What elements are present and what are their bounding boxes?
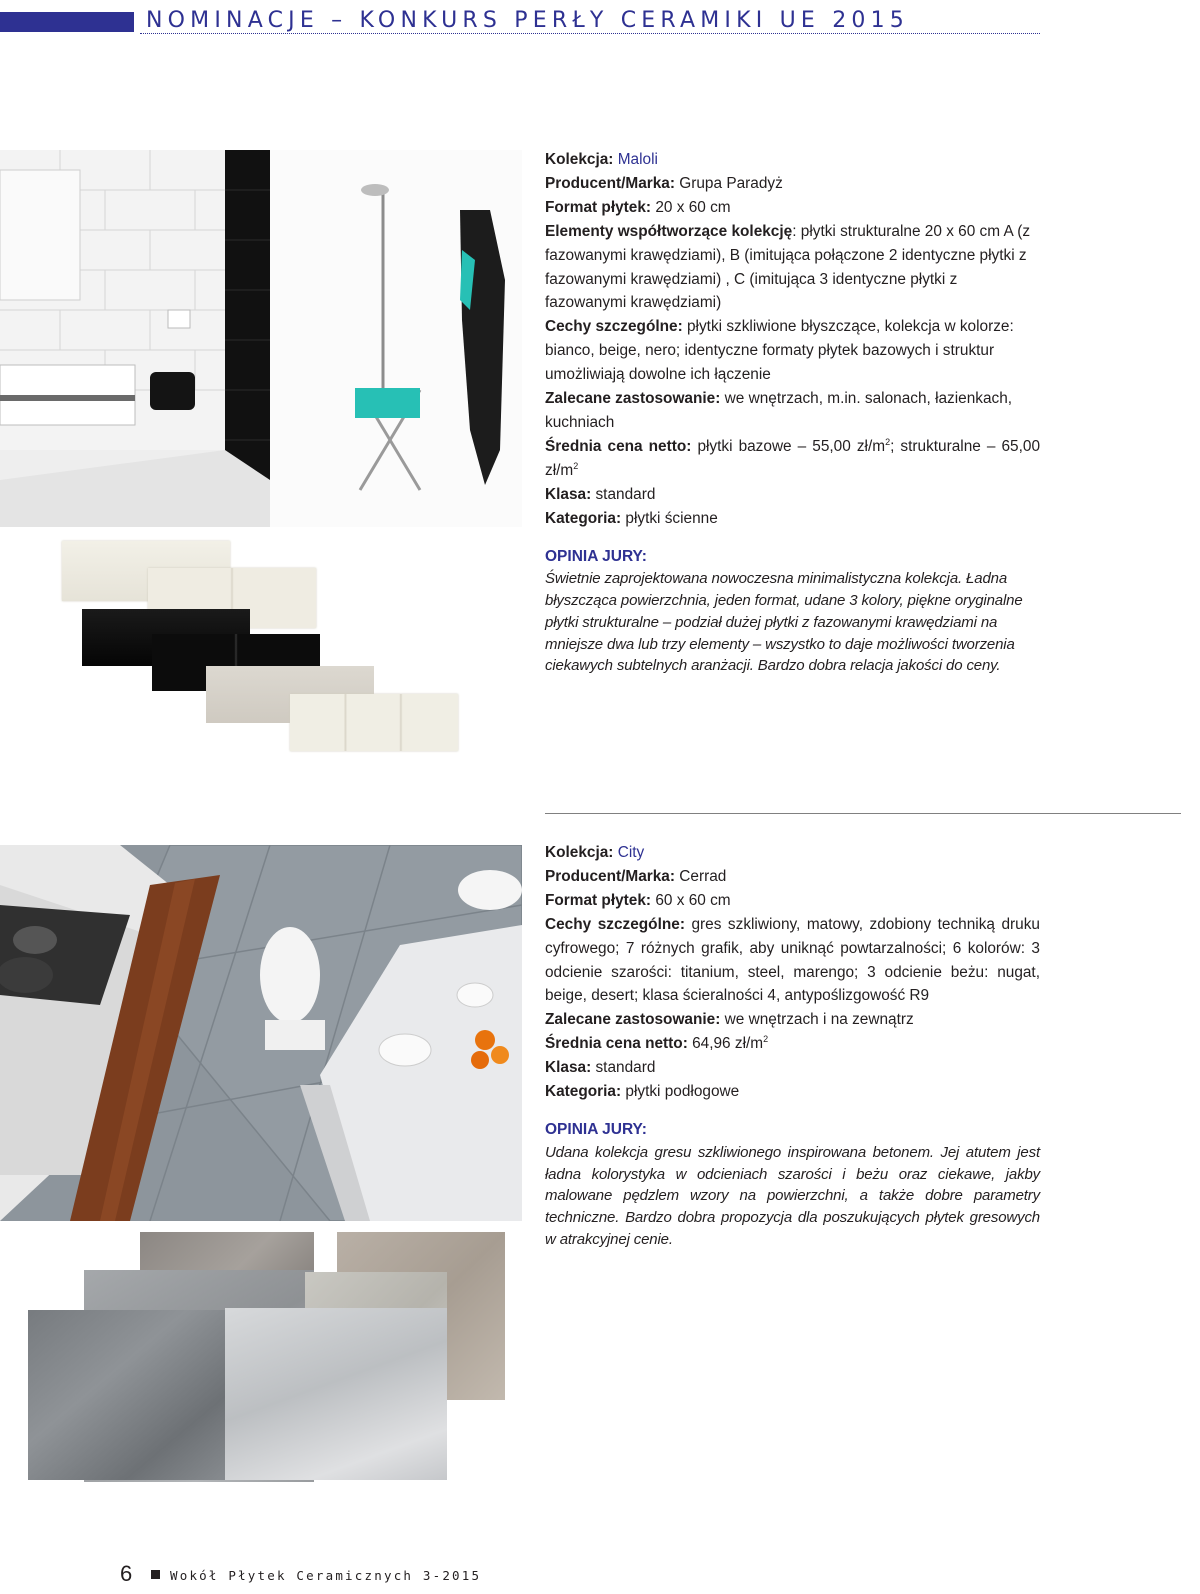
section-divider — [545, 813, 1181, 814]
maloli-class-line: Klasa: standard — [545, 485, 656, 503]
city-collection-line: Kolekcja: City — [545, 844, 645, 861]
city-description — [545, 841, 1040, 1250]
city-producer-line: Producent/Marka: Cerrad — [545, 867, 727, 885]
header-dotted-rule — [140, 33, 1040, 34]
maloli-features-line: Cechy szczególne: płytki szkliwione błyszczące, kolekcja w kolorze: bianco, beige, nero; identyczne formaty płytek bazowych i struktur umożliwiają dowolne ich łączenie — [545, 318, 1014, 384]
maloli-price-line: Średnia cena netto: płytki bazowe – 55,00 $zł/m^2$; strukturalne – 65,00 $zł/m^2$ — [545, 436, 1041, 479]
maloli-category-line: Kategoria: płytki ścienne — [545, 509, 718, 527]
city-category-line: Kategoria: płytki podłogowe — [545, 1083, 740, 1101]
city-class-line: Klasa: standard — [545, 1059, 656, 1077]
maloli-use-line: Zalecane zastosowanie: we wnętrzach, m.in. salonach, łazienkach, kuchniach — [545, 390, 1013, 431]
city-jury-text: Udana kolekcja gresu szkliwionego inspirowana betonem. Jej atutem jest ładna kolorystyka w odcieniach szarości i beżu oraz ciekawe, jakby malowane pędzlem wzory na powierzchni, a także dobre parametry techniczne. Bardzo dobra propozycja dla poszukujących płytek gresowych w atrakcyjnej cenie. — [545, 1143, 1040, 1248]
maloli-collection-name: Maloli — [617, 151, 658, 168]
maloli-jury-heading: OPINIA JURY: — [545, 547, 647, 565]
maloli-bathroom-photo — [0, 150, 522, 527]
tile-sample-titanium — [225, 1308, 447, 1480]
city-price-line: Średnia cena netto: 64,96 $zł/m^2$ — [545, 1034, 769, 1053]
city-features-line: Cechy szczególne: gres szkliwiony, matowy, zdobiony techniką druku cyfrowego; 7 różnych grafik, aby uniknąć powtarzalności; 6 kolorów: 3 odcienie szarości: titanium, steel, marengo; 3 odcienie beżu: nugat, beige, desert; klasa ścieralności 4, antypoślizgowość R9 — [545, 915, 1040, 1005]
maloli-elements-line: Elementy współtworzące kolekcję: płytki strukturalne 20 x 60 cm A (z fazowanymi krawędziami), B (imitująca połączone 2 identyczne płytki z fazowanymi krawędziami) , C (imitująca 3 identyczne płytki z fazowanymi krawędziami) — [545, 222, 1031, 312]
footer-publication: Wokół Płytek Ceramicznych 3-2015 — [170, 1568, 482, 1583]
page-number: 6 — [120, 1561, 133, 1586]
page-header-title: NOMINACJE – KONKURS PERŁY CERAMIKI UE 2015 — [146, 8, 909, 33]
maloli-collection-line: Kolekcja: Maloli — [545, 151, 658, 168]
city-collection-name: City — [617, 844, 645, 861]
tile-sample-marengo — [28, 1310, 225, 1480]
maloli-producer-line: Producent/Marka: Grupa Paradyż — [545, 174, 783, 192]
header-accent-bar — [0, 12, 134, 32]
maloli-format-line: Format płytek: 20 x 60 cm — [545, 198, 731, 216]
city-use-line: Zalecane zastosowanie: we wnętrzach i na zewnątrz — [545, 1011, 914, 1029]
city-format-line: Format płytek: 60 x 60 cm — [545, 891, 731, 909]
maloli-jury-text: Świetnie zaprojektowana nowoczesna minimalistyczna kolekcja. Ładna błyszcząca powierzchnia, jeden format, udane 3 kolory, piękne oryginalne płytki strukturalne – podział dużej płytki z fazowanymi krawędziami na mniejsze dwa lub trzy elementy – wszystko to daje możliwości tworzenia ciekawych subtelnych aranżacji. Bardzo dobra relacja jakości do ceny. — [545, 570, 1023, 675]
footer-square-bullet — [151, 1570, 160, 1579]
city-jury-heading: OPINIA JURY: — [545, 1120, 647, 1138]
city-kitchen-photo — [0, 845, 522, 1221]
maloli-description — [545, 148, 1040, 677]
tile-sample-bianco-c — [290, 694, 458, 751]
